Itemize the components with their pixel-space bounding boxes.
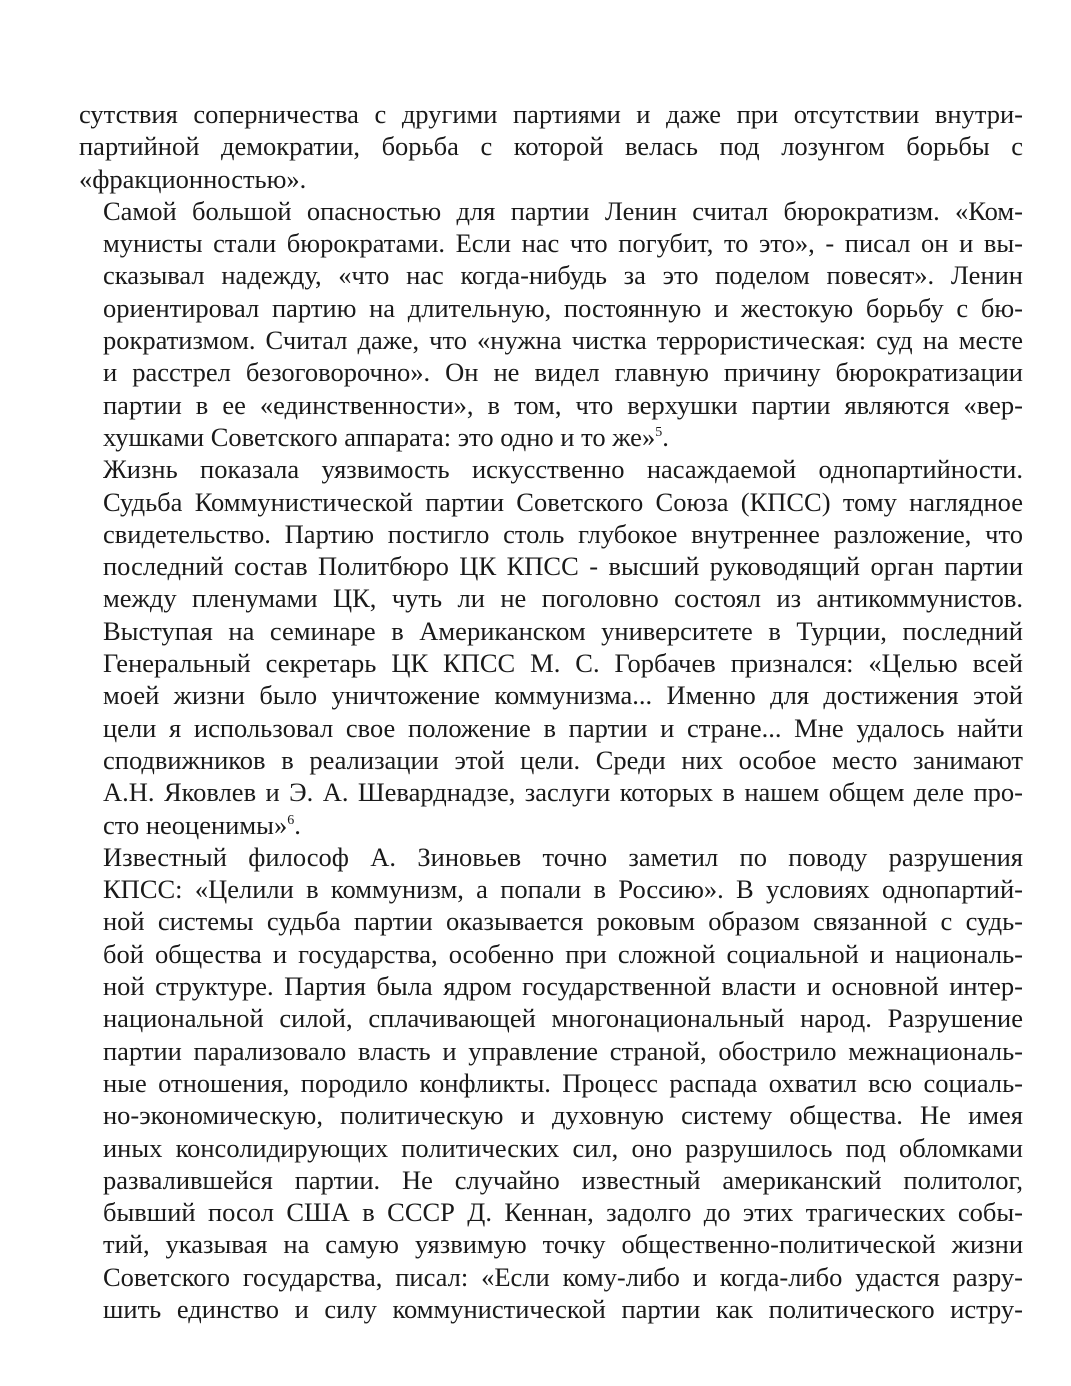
text-line: национальной силой, сплачивающей многонациональный народ. Разрушение (103, 1003, 1023, 1034)
line-text: хушками Советского аппарата: это одно и то же» (103, 421, 656, 452)
text-line: «фракционностью». (79, 163, 307, 194)
text-line: ные отношения, породило конфликты. Процесс распада охватил всю социаль- (103, 1067, 1023, 1098)
text-line: партии парализовало власть и управление страной, обострило межнациональ- (103, 1035, 1023, 1066)
text-line: между пленумами ЦК, чуть ли не поголовно состоял из антикоммунистов. (103, 583, 1023, 614)
text-line: но-экономическую, политическую и духовную систему общества. Не имея (103, 1100, 1023, 1131)
footnote-marker: 5 (655, 425, 663, 441)
paragraph (79, 98, 1023, 195)
text-line (79, 809, 1023, 841)
text-line: партии в ее «единственности», в том, что верхушки партии являются «вер- (103, 389, 1023, 420)
text-line: КПСС: «Целили в коммунизм, а попали в Россию». В условиях однопартий- (103, 874, 1023, 905)
paragraph (79, 841, 1023, 1325)
text-line: Известный философ А. Зиновьев точно заметил по поводу разрушения (103, 841, 1023, 872)
sentence-end: . (662, 421, 669, 452)
text-line: рократизмом. Считал даже, что «нужна чистка террористическая: суд на месте (103, 325, 1023, 356)
footnote-marker: 6 (287, 812, 295, 828)
text-line: и расстрел безоговорочно». Он не видел главную причину бюрократизации (103, 357, 1023, 388)
text-line: мунисты стали бюрократами. Если нас что погубит, то это», - писал он и вы- (103, 228, 1023, 259)
text-line: Судьба Коммунистической партии Советского Союза (КПСС) тому наглядное (103, 486, 1023, 517)
text-line: партийной демократии, борьба с которой велась под лозунгом борьбы с (79, 131, 1023, 162)
text-line: иных консолидирующих политических сил, оно разрушилось под обломками (103, 1132, 1023, 1163)
text-line: ной системы судьба партии оказывается роковым образом связанной с судь- (103, 906, 1023, 937)
text-line: сказывал надежду, «что нас когда-нибудь за это поделом повесят». Ленин (103, 260, 1023, 291)
line-text: сто неоценимы» (103, 809, 288, 840)
text-line: Выступая на семинаре в Американском университете в Турции, последний (103, 615, 1023, 646)
paragraph (79, 195, 1023, 453)
text-line: бой общества и государства, особенно при сложной социальной и националь- (103, 938, 1023, 969)
text-line: Генеральный секретарь ЦК КПСС М. С. Горбачев признался: «Целью всей (103, 648, 1023, 679)
document-page (79, 98, 1023, 1325)
text-line: ориентировал партию на длительную, постоянную и жестокую борьбу с бю- (103, 292, 1023, 323)
text-line: сутствия соперничества с другими партиями и даже при отсутствии внутри- (79, 99, 1023, 129)
text-line: бывший посол США в СССР Д. Кеннан, задолго до этих трагических собы- (103, 1197, 1023, 1228)
text-line: свидетельство. Партию постигло столь глубокое внутреннее разложение, что (103, 518, 1023, 549)
text-line: сподвижников в реализации этой цели. Среди них особое место занимают (103, 744, 1023, 775)
text-line: Самой большой опасностью для партии Ленин считал бюрократизм. «Ком- (103, 195, 1023, 226)
paragraph (79, 453, 1023, 841)
text-line: последний состав Политбюро ЦК КПСС - высший руководящий орган партии (103, 551, 1023, 582)
text-line: ной структуре. Партия была ядром государственной власти и основной интер- (103, 971, 1023, 1002)
sentence-end: . (294, 809, 301, 840)
text-line: А.Н. Яковлев и Э. А. Шеварднадзе, заслуги которых в нашем общем деле про- (103, 777, 1023, 808)
text-line: Советского государства, писал: «Если кому-либо и когда-либо удастся разру- (103, 1261, 1023, 1292)
text-line: моей жизни было уничтожение коммунизма... Именно для достижения этой (103, 680, 1023, 711)
text-line: цели я использовал свое положение в партии и стране... Мне удалось найти (103, 712, 1023, 743)
text-line: шить единство и силу коммунистической партии как политического истру- (103, 1293, 1023, 1324)
text-line: тий, указывая на самую уязвимую точку общественно-политической жизни (103, 1229, 1023, 1260)
text-line: развалившейся партии. Не случайно известный американский политолог, (103, 1164, 1023, 1195)
text-line (79, 421, 1023, 453)
text-line: Жизнь показала уязвимость искусственно насаждаемой однопартийности. (103, 454, 1023, 485)
